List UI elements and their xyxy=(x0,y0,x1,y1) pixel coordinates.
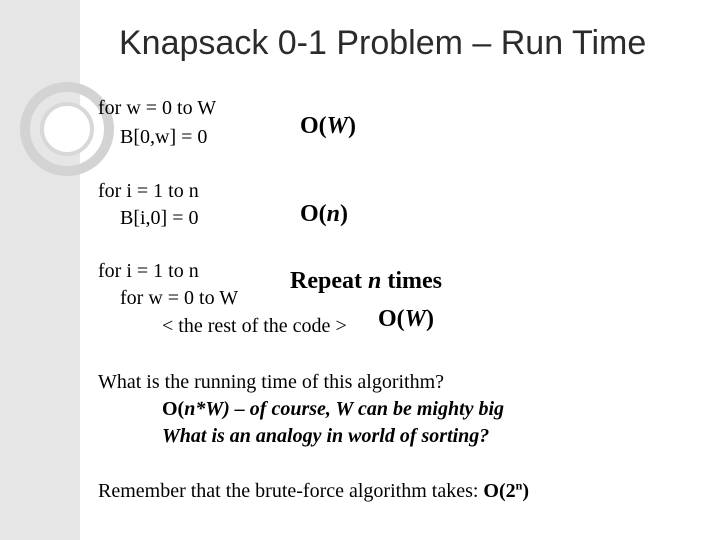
bruteforce-cost-prefix: O(2 xyxy=(483,480,516,502)
answer-o: O( xyxy=(162,398,185,420)
bruteforce-cost-exp: n xyxy=(515,478,523,493)
answer-expr: n*W xyxy=(184,398,224,420)
bruteforce-text: Remember that the brute-force algorithm takes: xyxy=(98,480,484,502)
cost-block1 xyxy=(300,113,356,139)
cost-block2-prefix: O( xyxy=(300,201,327,227)
cost-block2-suffix: ) xyxy=(340,201,349,227)
question-text: What is the running time of this algorithm? xyxy=(98,371,445,393)
cost-block3-prefix: O( xyxy=(378,306,405,332)
loop-w-line: for w = 0 to W xyxy=(98,97,217,119)
cost-block1-prefix: O( xyxy=(300,113,327,139)
answer-rest: ) – of course, W can be mighty big xyxy=(223,398,505,420)
left-accent-bar xyxy=(0,0,80,540)
repeat-n-times xyxy=(290,268,442,294)
repeat-prefix: Repeat xyxy=(290,268,368,294)
cost-block2-var: n xyxy=(326,201,341,227)
answer-line xyxy=(162,398,504,420)
cost-block3 xyxy=(378,306,434,332)
outer-loop-line: for i = 1 to n xyxy=(98,260,199,282)
analogy-line: What is an analogy in world of sorting? xyxy=(162,425,490,447)
bruteforce-cost-suffix: ) xyxy=(522,480,529,502)
cost-block1-var: W xyxy=(326,113,349,139)
cost-block3-var: W xyxy=(404,306,427,332)
repeat-suffix: times xyxy=(381,268,442,294)
cost-block3-suffix: ) xyxy=(426,306,435,332)
rest-of-code-line: < the rest of the code > xyxy=(162,315,347,337)
repeat-var: n xyxy=(367,268,382,294)
inner-loop-line: for w = 0 to W xyxy=(120,287,239,309)
loop-i-line: for i = 1 to n xyxy=(98,180,199,202)
slide-title: Knapsack 0-1 Problem – Run Time xyxy=(119,24,647,62)
cost-block2 xyxy=(300,201,348,227)
init-col-line: B[i,0] = 0 xyxy=(120,207,199,229)
init-row-line: B[0,w] = 0 xyxy=(120,126,208,148)
bruteforce-line xyxy=(98,480,529,502)
cost-block1-suffix: ) xyxy=(348,113,357,139)
decorative-ring-inner xyxy=(40,102,94,156)
